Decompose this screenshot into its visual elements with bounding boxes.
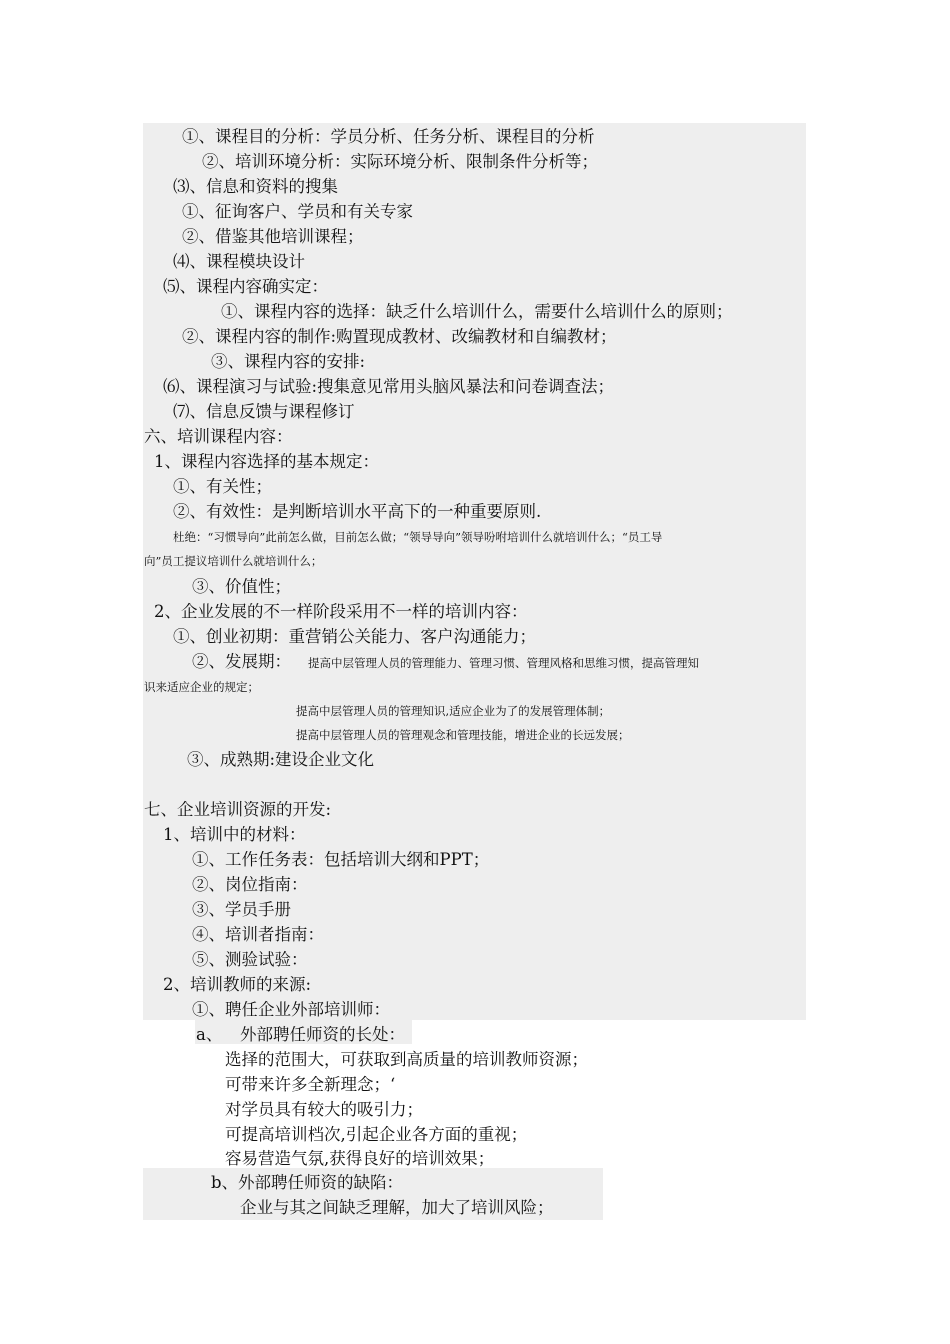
text-line: 企业与其之间缺乏理解，加大了培训风险；: [240, 1198, 554, 1217]
text-line: 2、企业发展的不一样阶段采用不一样的培训内容：: [154, 602, 528, 621]
text-line: ②、借鉴其他培训课程；: [182, 227, 364, 246]
small-text-line: 提高中层管理人员的管理知识,适应企业为了的发展管理体制；: [296, 704, 611, 718]
small-text-line: 识来适应企业的规定；: [144, 680, 259, 694]
text-line: 选择的范围大，可获取到高质量的培训教师资源；: [225, 1050, 588, 1069]
text-line: ②、岗位指南：: [192, 875, 308, 894]
text-line: 可带来许多全新理念；‘: [225, 1075, 396, 1094]
text-line: ①、课程目的分析：学员分析、任务分析、课程目的分析: [182, 127, 595, 146]
text-line: ②、培训环境分析：实际环境分析、限制条件分析等；: [202, 152, 598, 171]
text-line: ⑸、课程内容确实定：: [163, 277, 328, 296]
text-line: ②、有效性：是判断培训水平高下的一种重要原则.: [173, 502, 542, 521]
text-line: ⑤、测验试验：: [192, 950, 308, 969]
small-text-line: 向”员工提议培训什么就培训什么；: [144, 554, 323, 568]
text-line: ⑶、信息和资料的搜集: [173, 177, 338, 196]
section-heading: 六、培训课程内容：: [144, 427, 293, 446]
section-heading: 七、企业培训资源的开发:: [144, 800, 332, 819]
text-line: ①、征询客户、学员和有关专家: [182, 202, 413, 221]
text-line: 容易营造气氛,获得良好的培训效果；: [225, 1149, 495, 1168]
small-text-line: 杜绝：“习惯导向”此前怎么做，目前怎么做；“领导导向”领导吩咐培训什么就培训什么；“员工导: [173, 530, 663, 544]
text-line: 对学员具有较大的吸引力；: [225, 1100, 423, 1119]
text-line: 1、培训中的材料：: [163, 825, 306, 844]
text-line: ②、课程内容的制作:购置现成教材、改编教材和自编教材；: [182, 327, 617, 346]
text-line: ①、有关性；: [173, 477, 272, 496]
text-line: b、外部聘任师资的缺陷：: [211, 1173, 404, 1192]
text-line: ①、创业初期：重营销公关能力、客户沟通能力；: [173, 627, 536, 646]
text-line: ③、价值性；: [192, 577, 291, 596]
text-line: ③、成熟期:建设企业文化: [187, 750, 375, 769]
text-line: ③、学员手册: [192, 900, 291, 919]
text-line: ⑷、课程模块设计: [173, 252, 305, 271]
text-line: 外部聘任师资的长处：: [240, 1025, 405, 1044]
text-line: ④、培训者指南：: [192, 925, 324, 944]
text-line: 2、培训教师的来源:: [163, 975, 312, 994]
text-line: 1、课程内容选择的基本规定：: [154, 452, 379, 471]
list-marker: a、: [196, 1025, 223, 1044]
text-line: ①、课程内容的选择：缺乏什么培训什么，需要什么培训什么的原则；: [221, 302, 733, 321]
text-line: ⑹、课程演习与试验:搜集意见常用头脑风暴法和问卷调查法；: [163, 377, 615, 396]
text-line: ①、聘任企业外部培训师：: [192, 1000, 390, 1019]
text-line: ⑺、信息反馈与课程修订: [173, 402, 355, 421]
text-line: 可提高培训档次,引起企业各方面的重视；: [225, 1125, 528, 1144]
text-line: ③、课程内容的安排:: [211, 352, 366, 371]
small-text-line: 提高中层管理人员的管理能力、管理习惯、管理风格和思维习惯，提高管理知: [308, 656, 699, 670]
small-text-line: 提高中层管理人员的管理观念和管理技能，增进企业的长远发展；: [296, 728, 630, 742]
text-line: ②、发展期：: [192, 652, 291, 671]
text-line: ①、工作任务表：包括培训大纲和PPT；: [192, 850, 490, 869]
